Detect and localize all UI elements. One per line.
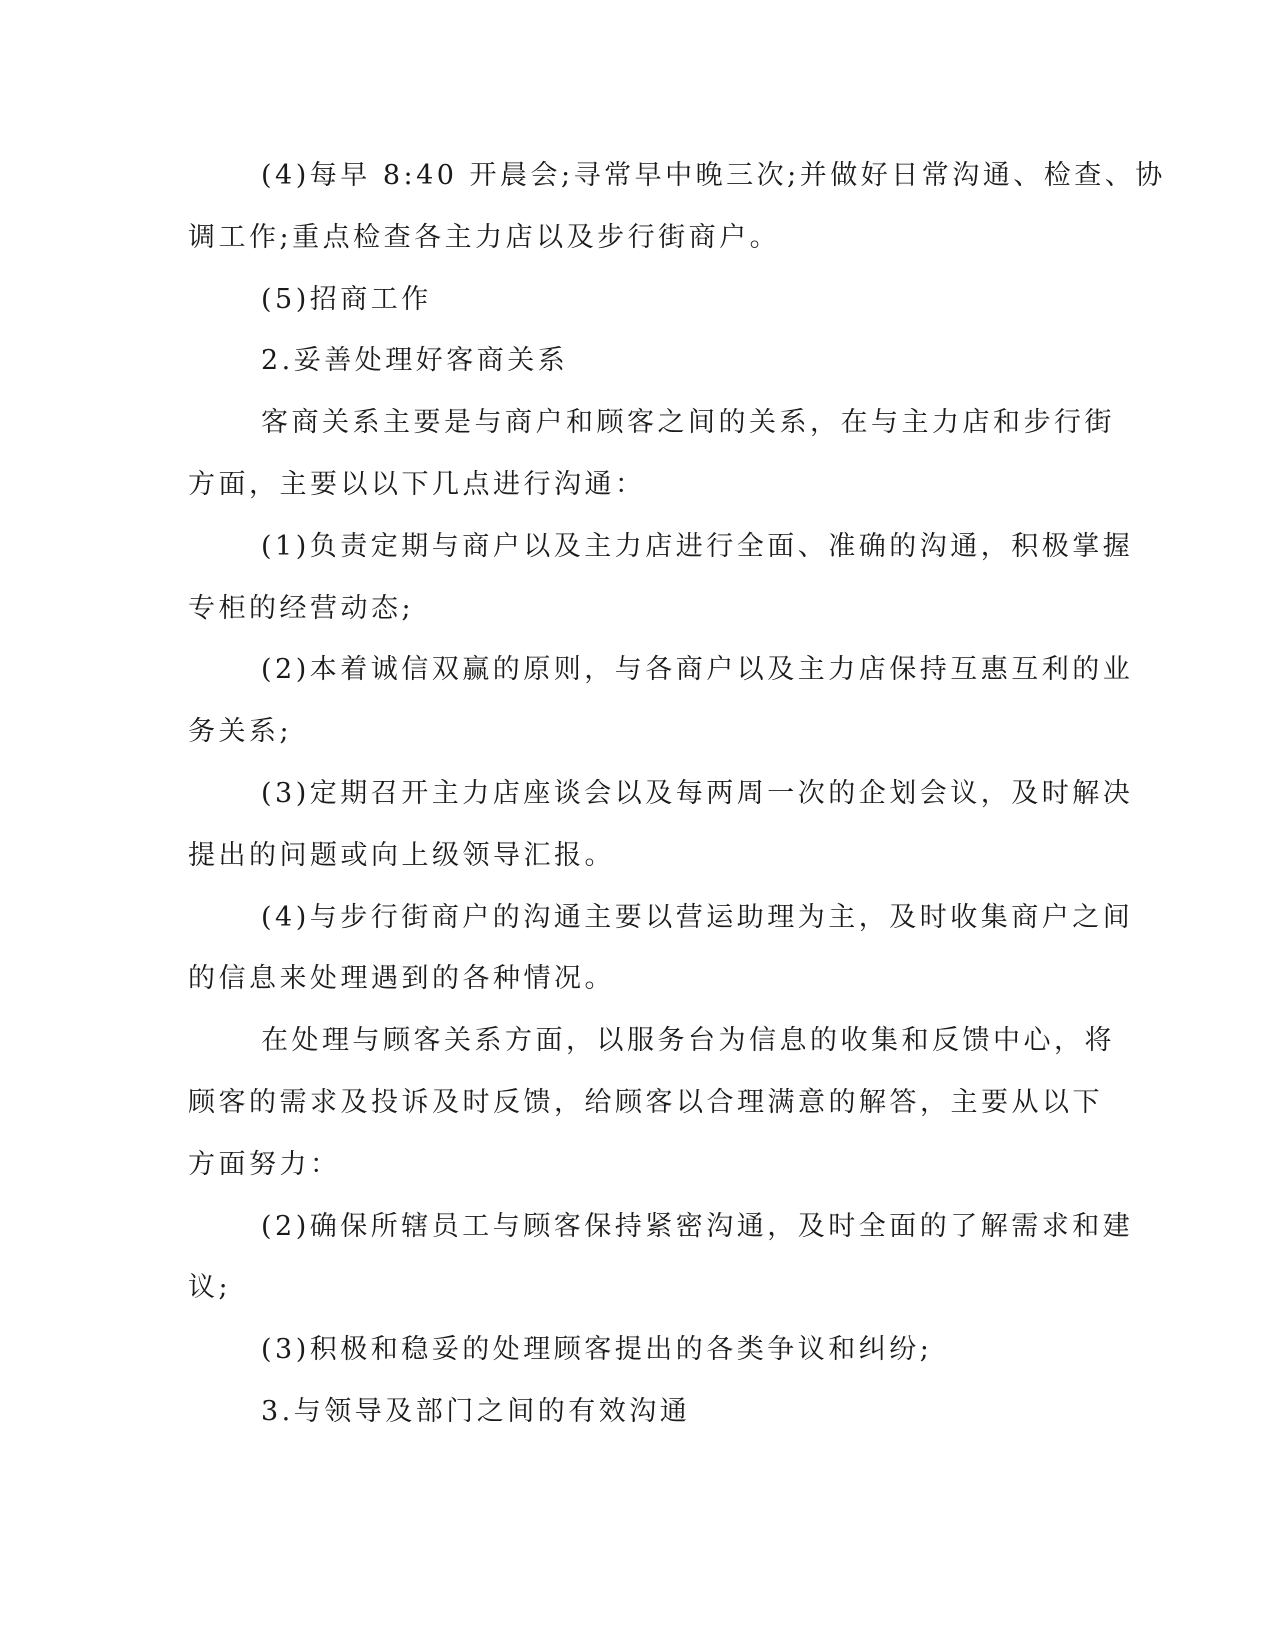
text-line: 顾客的需求及投诉及时反馈，给顾客以合理满意的解答，主要从以下 bbox=[188, 1086, 1103, 1118]
text-line: (3)积极和稳妥的处理顾客提出的各类争议和纠纷; bbox=[261, 1334, 933, 1366]
text-line: (2)确保所辖员工与顾客保持紧密沟通，及时全面的了解需求和建 bbox=[261, 1210, 1134, 1242]
text-line: 提出的问题或向上级领导汇报。 bbox=[188, 839, 615, 871]
text-line: 的信息来处理遇到的各种情况。 bbox=[188, 963, 615, 995]
text-line: 务关系; bbox=[188, 716, 293, 748]
text-line: 议; bbox=[188, 1272, 232, 1304]
text-line: 专柜的经营动态; bbox=[188, 592, 415, 624]
text-line: 方面努力： bbox=[188, 1148, 341, 1180]
text-line: (2)本着诚信双赢的原则，与各商户以及主力店保持互惠互利的业 bbox=[261, 654, 1134, 686]
text-line: 调工作;重点检查各主力店以及步行街商户。 bbox=[188, 221, 781, 253]
text-line: (5)招商工作 bbox=[261, 283, 432, 315]
text-line: (4)与步行街商户的沟通主要以营运助理为主，及时收集商户之间 bbox=[261, 901, 1134, 933]
text-line: (1)负责定期与商户以及主力店进行全面、准确的沟通，积极掌握 bbox=[261, 530, 1134, 562]
text-line: (3)定期召开主力店座谈会以及每两周一次的企划会议，及时解决 bbox=[261, 777, 1134, 809]
section-heading: 2.妥善处理好客商关系 bbox=[261, 345, 569, 377]
text-line: 客商关系主要是与商户和顾客之间的关系，在与主力店和步行街 bbox=[261, 407, 1115, 439]
document-body bbox=[188, 156, 1166, 1454]
text-line: 在处理与顾客关系方面，以服务台为信息的收集和反馈中心，将 bbox=[261, 1025, 1115, 1057]
section-heading: 3.与领导及部门之间的有效沟通 bbox=[261, 1395, 691, 1427]
text-line: 方面，主要以以下几点进行沟通： bbox=[188, 468, 646, 500]
text-line: (4)每早 8:40 开晨会;寻常早中晚三次;并做好日常沟通、检查、协 bbox=[261, 160, 1166, 191]
